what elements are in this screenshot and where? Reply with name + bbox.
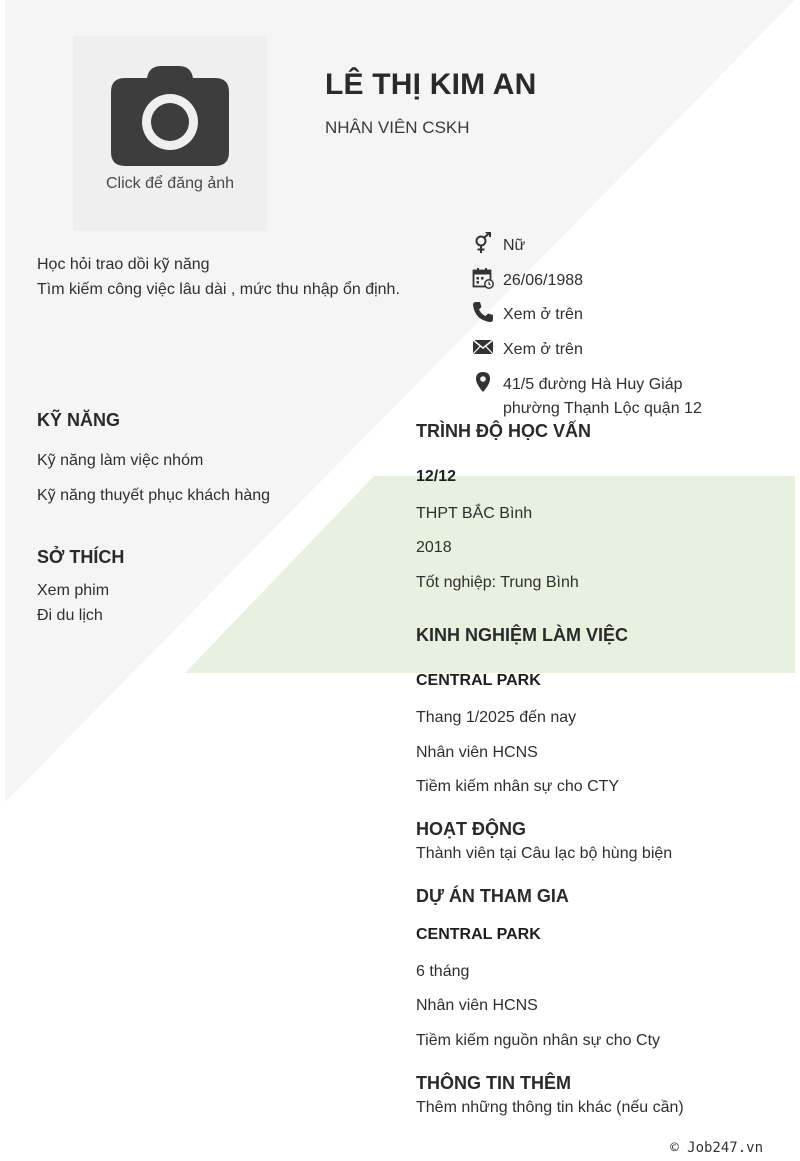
contact-phone — [472, 301, 772, 336]
skill-item: Kỹ năng thuyết phục khách hàng — [37, 487, 271, 504]
gender-value: Nữ — [503, 237, 526, 254]
mail-icon — [472, 336, 494, 358]
project-description: Tiềm kiếm nguồn nhân sự cho Cty — [416, 1032, 661, 1049]
hobbies-heading: SỞ THÍCH — [37, 547, 125, 567]
experience-company: CENTRAL PARK — [416, 672, 541, 689]
experience-heading: KINH NGHIỆM LÀM VIỆC — [416, 625, 629, 645]
education-grade: 12/12 — [416, 468, 457, 485]
contact-info — [472, 232, 772, 417]
hobby-item: Đi du lịch — [37, 607, 103, 624]
skill-item: Kỹ năng làm việc nhóm — [37, 452, 204, 469]
experience-description: Tiềm kiếm nhân sự cho CTY — [416, 778, 620, 795]
objective-line: Tìm kiếm công việc lâu dài , mức thu nhập ổn định. — [37, 280, 400, 298]
project-duration: 6 tháng — [416, 963, 470, 980]
activities-heading: HOẠT ĐỘNG — [416, 819, 526, 839]
education-result: Tốt nghiệp: Trung Bình — [416, 574, 579, 591]
phone-icon — [472, 301, 494, 323]
education-year: 2018 — [416, 539, 452, 556]
photo-caption: Click để đăng ảnh — [105, 175, 235, 192]
phone-value[interactable]: Xem ở trên — [503, 306, 583, 324]
gender-icon — [472, 232, 494, 254]
photo-placeholder[interactable] — [73, 36, 267, 231]
location-icon — [472, 371, 494, 393]
contact-email — [472, 336, 772, 371]
email-value[interactable]: Xem ở trên — [503, 341, 583, 359]
footer-credit[interactable]: © Job247.vn — [670, 1140, 763, 1156]
calendar-icon — [472, 267, 494, 289]
skills-heading: KỸ NĂNG — [37, 410, 121, 430]
candidate-name: LÊ THỊ KIM AN — [325, 68, 537, 101]
experience-role: Nhân viên HCNS — [416, 744, 538, 761]
experience-period: Thang 1/2025 đến nay — [416, 709, 577, 726]
camera-icon — [111, 64, 229, 174]
activities-text: Thành viên tại Câu lạc bộ hùng biện — [416, 845, 673, 862]
contact-address — [472, 371, 772, 417]
career-objective — [37, 253, 407, 302]
education-school: THPT BẮC Bình — [416, 505, 533, 522]
extra-heading: THÔNG TIN THÊM — [416, 1073, 571, 1093]
objective-line: Học hỏi trao dồi kỹ năng — [37, 256, 210, 273]
candidate-position: NHÂN VIÊN CSKH — [325, 118, 470, 137]
projects-heading: DỰ ÁN THAM GIA — [416, 886, 569, 906]
project-company: CENTRAL PARK — [416, 926, 541, 943]
hobby-item: Xem phim — [37, 582, 110, 599]
extra-text: Thêm những thông tin khác (nếu cần) — [416, 1099, 684, 1116]
birthday-value: 26/06/1988 — [503, 271, 584, 289]
project-role: Nhân viên HCNS — [416, 997, 538, 1014]
contact-birthday — [472, 267, 772, 302]
education-heading: TRÌNH ĐỘ HỌC VẤN — [416, 421, 591, 441]
address-value: 41/5 đường Hà Huy Giáp phường Thạnh Lộc quận 12 — [503, 375, 702, 417]
contact-gender — [472, 232, 772, 267]
